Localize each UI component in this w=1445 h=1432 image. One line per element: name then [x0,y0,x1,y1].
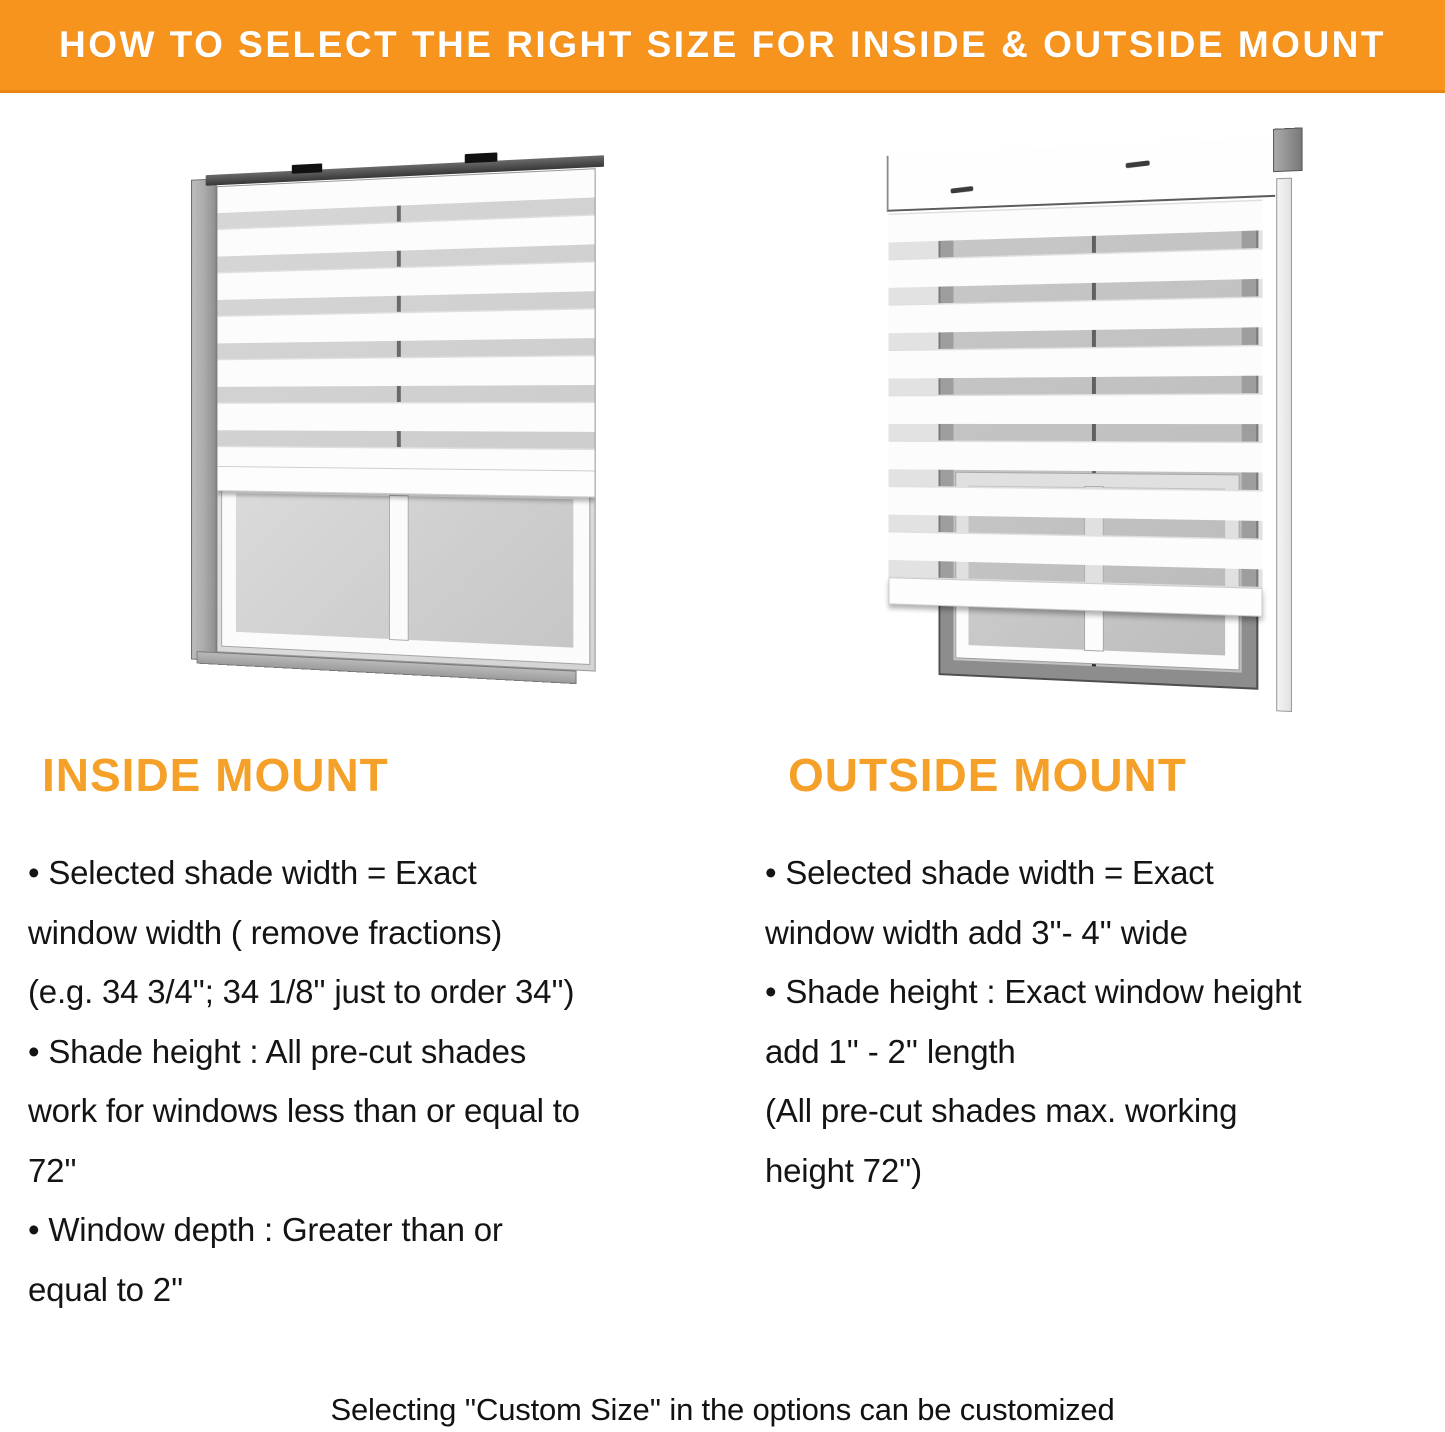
text-line: window width add 3''- 4'' wide [765,913,1188,951]
title-banner [0,0,1445,93]
text-line: • Shade height : Exact window height [765,973,1302,1010]
custom-size-note: Selecting ''Custom Size'' in the options can be customized [330,1392,1115,1427]
text-line: • Selected shade width = Exact [765,854,1214,891]
screw-mark [1126,160,1150,168]
text-line: equal to 2'' [28,1270,184,1308]
text-line: work for windows less than or equal to [28,1092,580,1129]
outside-mount-heading: OUTSIDE MOUNT [788,749,1187,801]
outside-mount-window [887,127,1307,715]
text-line: 72'' [28,1151,77,1189]
sash-divider [390,496,408,640]
mounting-clip [464,152,497,163]
text-line: add 1'' - 2'' length [765,1032,1016,1070]
outside-mount-illustration [846,138,1332,736]
inside-mount-text [28,843,728,1319]
text-line: • Selected shade width = Exact [28,854,477,891]
window-frame [217,168,596,671]
right-frame-board [1276,178,1292,712]
inside-mount-window [191,134,604,685]
inside-mount-illustration [148,146,630,711]
text-line: (All pre-cut shades max. working [765,1092,1238,1129]
lower-sash-panes [222,478,589,664]
text-line: window width ( remove fractions) [28,913,503,951]
window-left-jamb [191,178,216,660]
outside-mount-text [765,843,1445,1200]
page-title: HOW TO SELECT THE RIGHT SIZE FOR INSIDE & OUTSIDE MOUNT [58,24,1386,65]
mounting-clip [292,163,322,173]
mounting-bracket [1273,127,1303,172]
text-line: height 72'') [765,1151,922,1189]
text-line: • Window depth : Greater than or [28,1211,503,1248]
zebra-shade [217,168,596,473]
text-line: (e.g. 34 3/4''; 34 1/8'' just to order 34'') [28,973,575,1010]
text-line: • Shade height : All pre-cut shades [28,1032,527,1070]
zebra-shade [889,199,1263,590]
inside-mount-heading: INSIDE MOUNT [42,749,389,801]
screw-mark [950,186,973,193]
